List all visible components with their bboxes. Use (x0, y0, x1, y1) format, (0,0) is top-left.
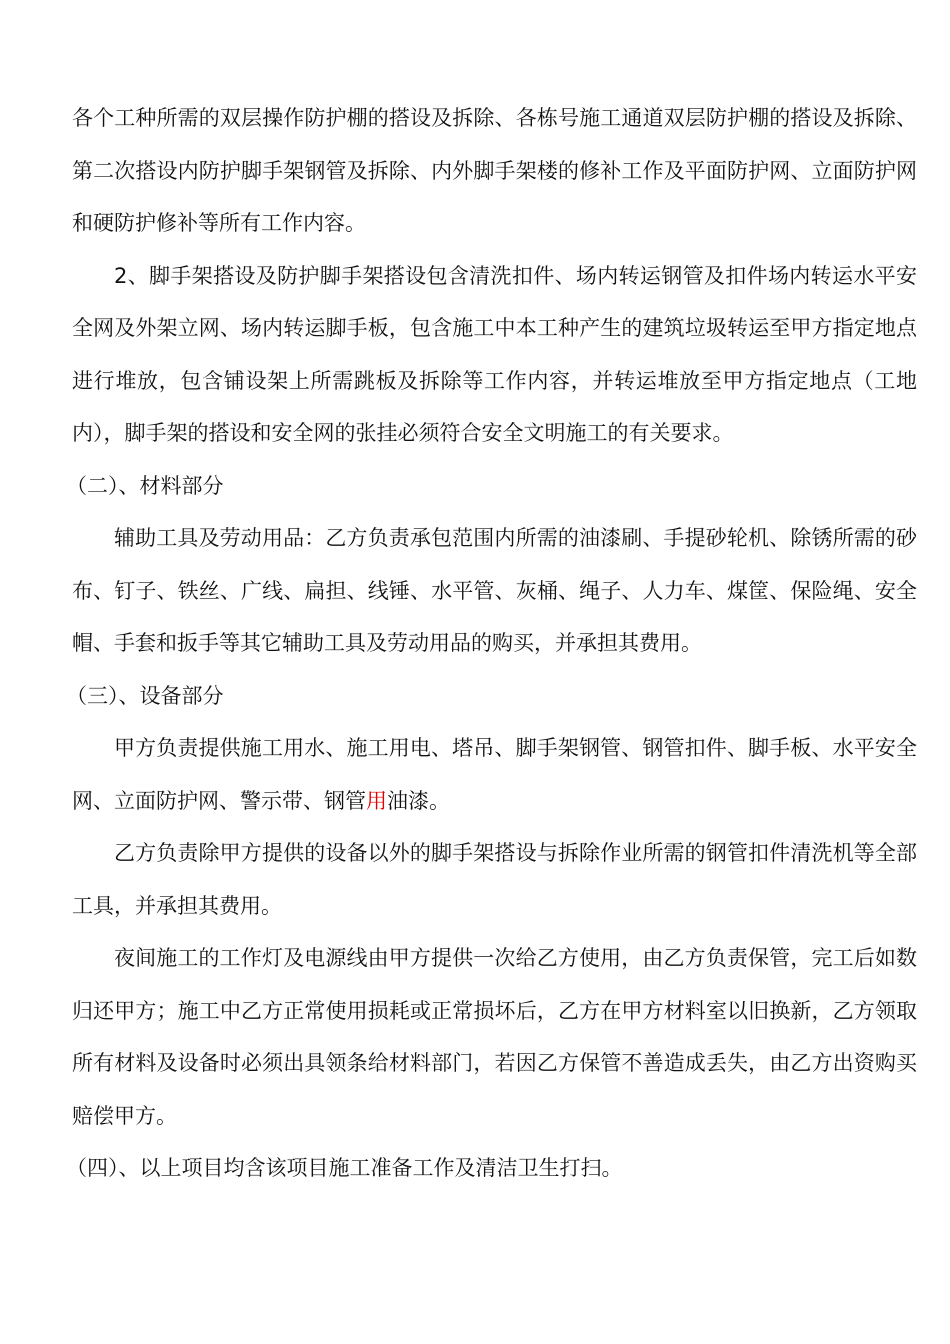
paragraph-scope-continuation: 各个工种所需的双层操作防护棚的搭设及拆除、各栋号施工通道双层防护棚的搭设及拆除、第二次搭设内防护脚手架钢管及拆除、内外脚手架楼的修补工作及平面防护网、立面防护网和硬防护修补等所有工作内容。 (72, 106, 917, 235)
paragraph-party-b-tools: 乙方负责除甲方提供的设备以外的脚手架搭设与拆除作业所需的钢管扣件清洗机等全部工具，并承担其费用。 (72, 841, 917, 918)
paragraph-party-a-equipment (72, 722, 917, 827)
document-page (66, 92, 917, 1195)
text-segment: 油漆。 (387, 788, 450, 813)
section-heading-preparation: （四）、以上项目均含该项目施工准备工作及清洁卫生打扫。 (66, 1156, 623, 1180)
highlighted-character: 用 (366, 788, 387, 813)
section-heading-materials: （二）、材料部分 (66, 473, 224, 498)
section-heading-equipment: （三）、设备部分 (66, 683, 224, 708)
paragraph-item-2-scaffolding: 2、脚手架搭设及防护脚手架搭设包含清洗扣件、场内转运钢管及扣件场内转运水平安全网及外架立网、场内转运脚手板，包含施工中本工种产生的建筑垃圾转运至甲方指定地点进行堆放，包含铺设架上所需跳板及拆除等工作内容，并转运堆放至甲方指定地点（工地内），脚手架的搭设和安全网的张挂必须符合安全文明施工的有关要求。 (72, 263, 917, 445)
paragraph-night-lighting: 夜间施工的工作灯及电源线由甲方提供一次给乙方使用，由乙方负责保管，完工后如数归还甲方；施工中乙方正常使用损耗或正常损坏后，乙方在甲方材料室以旧换新，乙方领取所有材料及设备时必须出具领条给材料部门，若因乙方保管不善造成丢失，由乙方出资购买赔偿甲方。 (72, 946, 917, 1128)
text-segment: 甲方负责提供施工用水、施工用电、塔吊、脚手架钢管、钢管扣件、脚手板、水平安全网、立面防护网、警示带、钢管 (72, 736, 917, 813)
paragraph-auxiliary-tools: 辅助工具及劳动用品：乙方负责承包范围内所需的油漆刷、手提砂轮机、除锈所需的砂布、钉子、铁丝、广线、扁担、线锤、水平管、灰桶、绳子、人力车、煤筐、保险绳、安全帽、手套和扳手等其它辅助工具及劳动用品的购买，并承担其费用。 (72, 526, 917, 655)
